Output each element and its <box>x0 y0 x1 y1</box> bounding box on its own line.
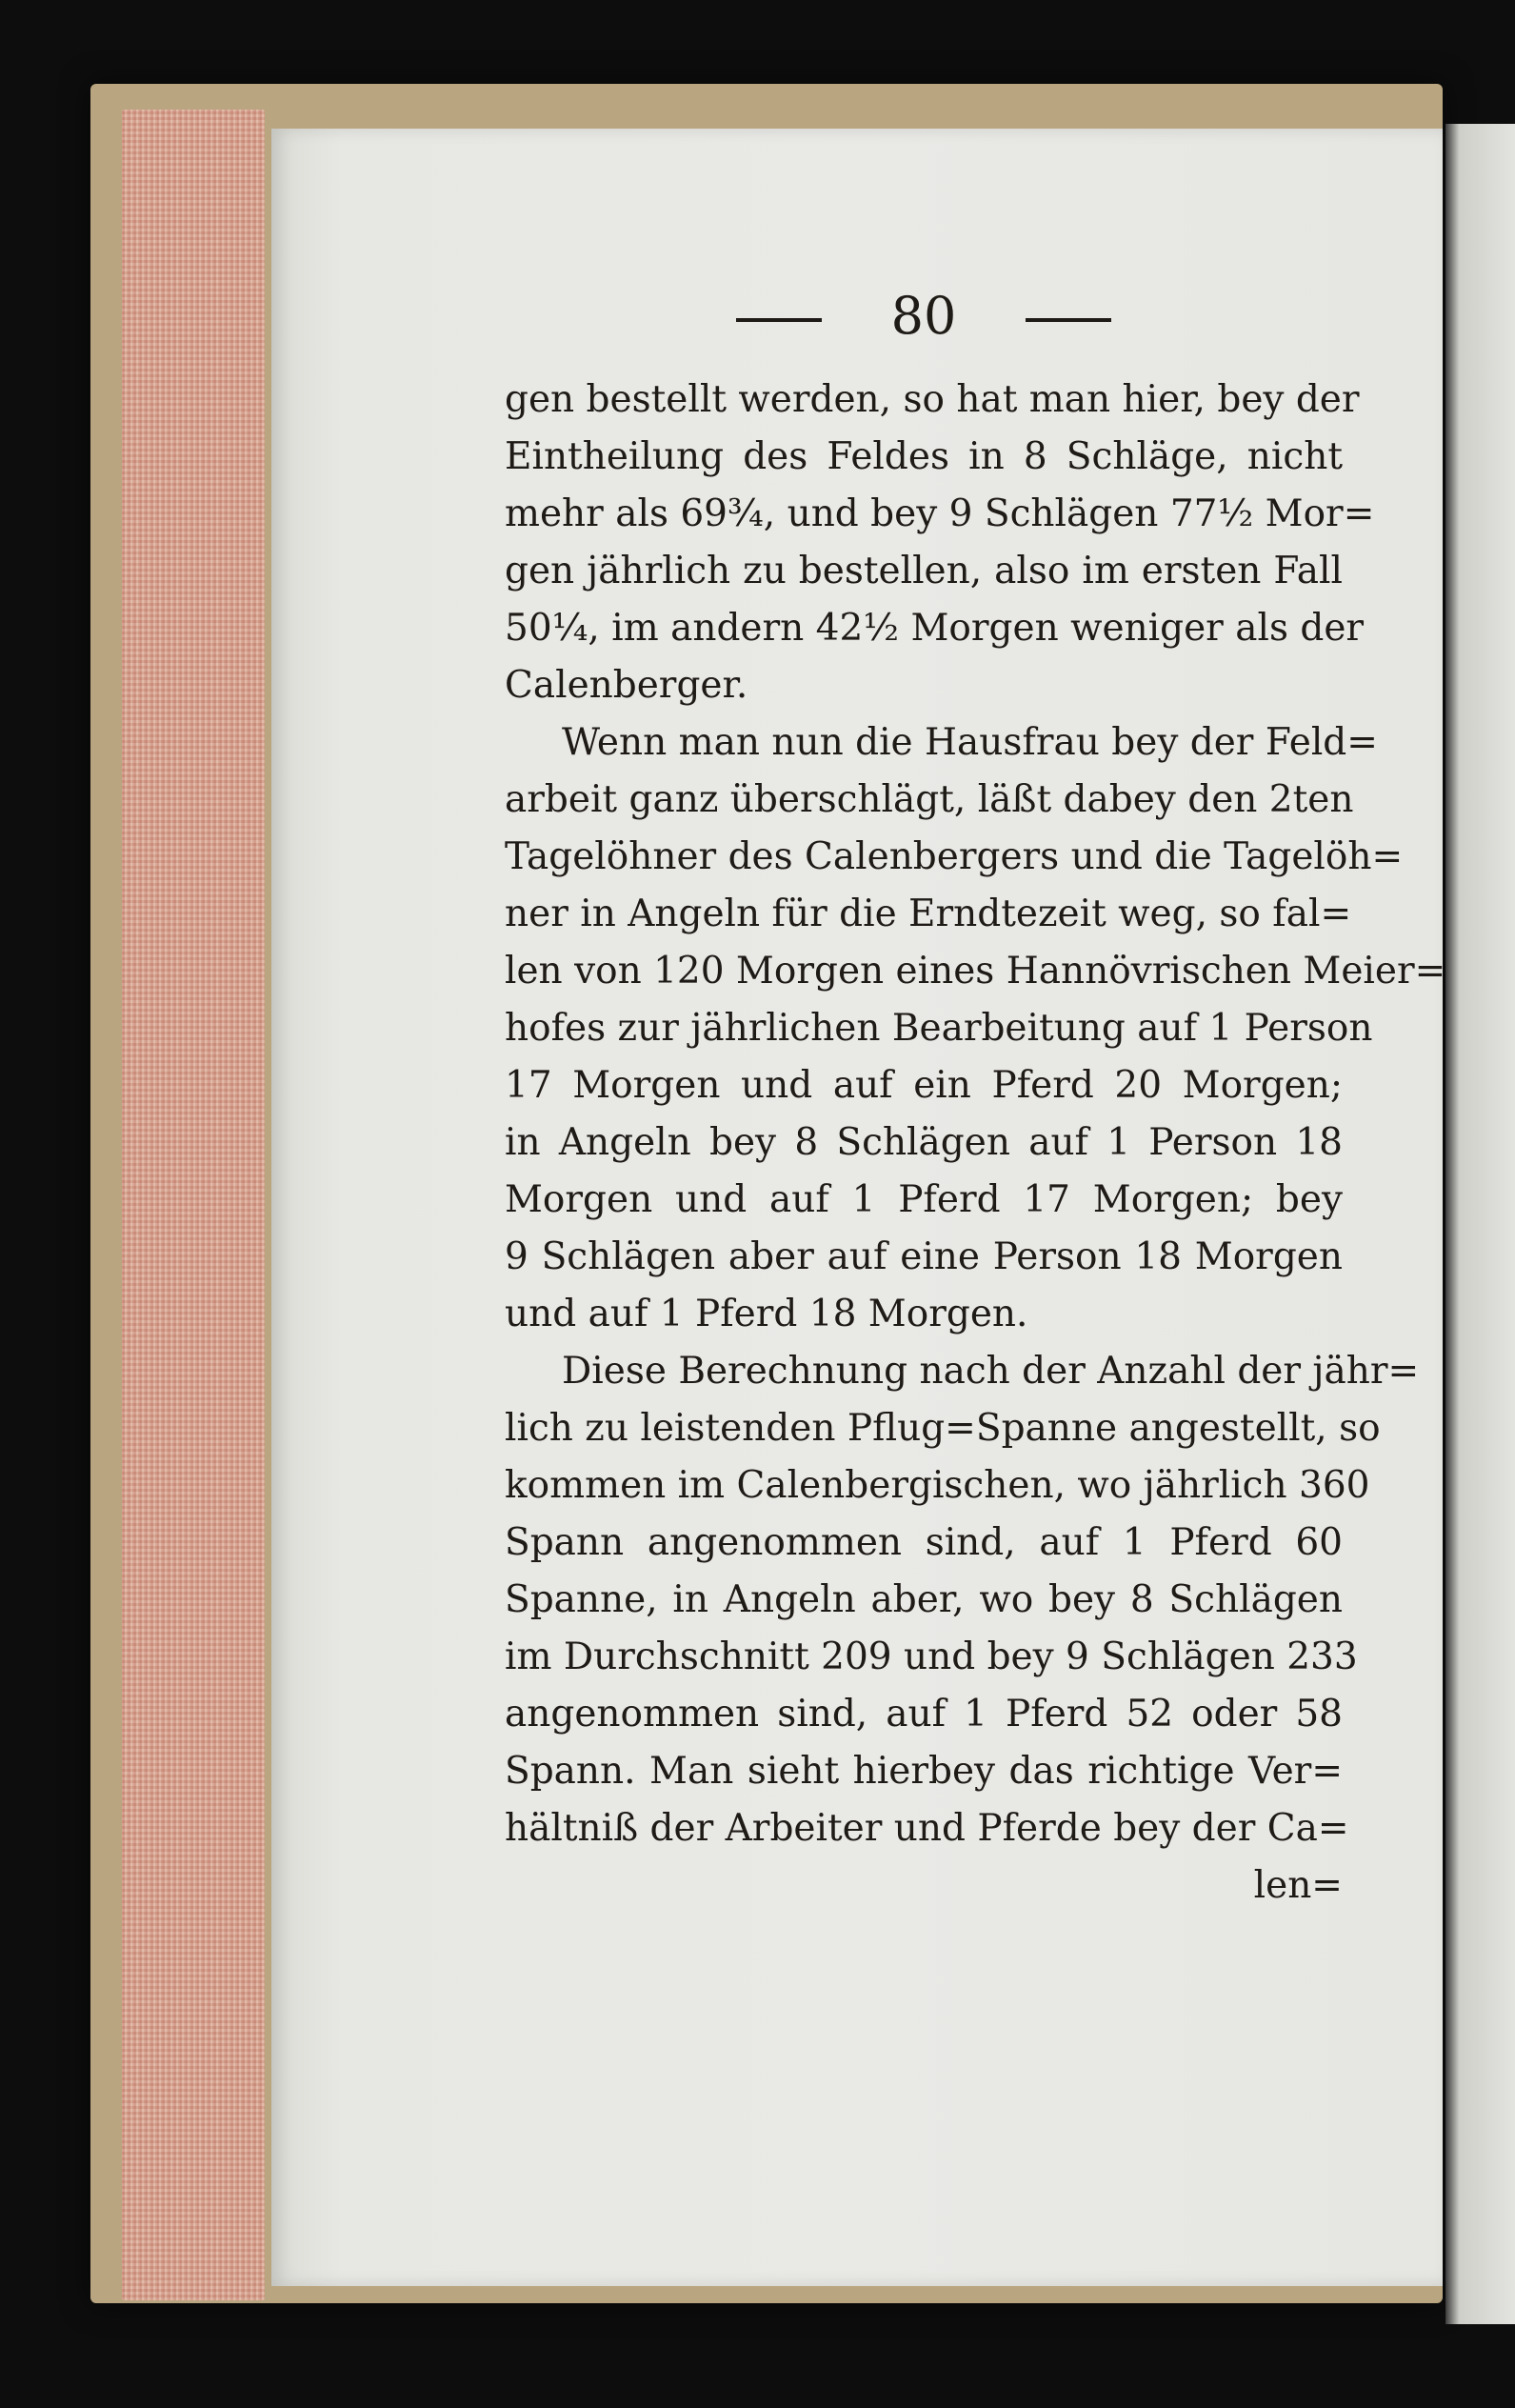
text-line: in Angeln bey 8 Schlägen auf 1 Person 18 <box>505 1121 1343 1164</box>
text-line: Spanne, in Angeln aber, wo bey 8 Schlägen <box>505 1578 1343 1621</box>
text-line: Eintheilung des Feldes in 8 Schläge, nicht <box>505 435 1343 478</box>
text-line: mehr als 69¾, und bey 9 Schlägen 77½ Mor= <box>505 492 1375 535</box>
text-line: 9 Schlägen aber auf eine Person 18 Morgen <box>505 1235 1343 1278</box>
text-line: Spann. Man sieht hierbey das richtige Ver= <box>505 1750 1343 1793</box>
text-line: Calenberger. <box>505 664 748 707</box>
text-line: angenommen sind, auf 1 Pferd 52 oder 58 <box>505 1693 1343 1736</box>
text-line: len von 120 Morgen eines Hannövrischen Meier= <box>505 950 1446 993</box>
text-line: und auf 1 Pferd 18 Morgen. <box>505 1293 1028 1335</box>
page-header <box>505 286 1343 371</box>
text-line: gen bestellt werden, so hat man hier, bey der <box>505 378 1360 421</box>
catchword: len= <box>1253 1864 1343 1907</box>
text-line: 17 Morgen und auf ein Pferd 20 Morgen; <box>505 1064 1343 1107</box>
text-line: Spann angenommen sind, auf 1 Pferd 60 <box>505 1521 1343 1564</box>
page-text <box>505 286 1446 1915</box>
text-line: arbeit ganz überschlägt, läßt dabey den 2ten <box>505 778 1354 821</box>
page-block-edge <box>122 110 265 2300</box>
text-line: Morgen und auf 1 Pferd 17 Morgen; bey <box>505 1178 1343 1221</box>
header-dash-left <box>736 318 822 322</box>
page-number: 80 <box>890 286 957 346</box>
text-line: ner in Angeln für die Erndtezeit weg, so fal= <box>505 893 1352 935</box>
text-line: hältniß der Arbeiter und Pferde bey der Ca= <box>505 1807 1349 1850</box>
text-line: Tagelöhner des Calenbergers und die Tagelöh= <box>505 835 1404 878</box>
text-line: gen jährlich zu bestellen, also im ersten Fall <box>505 550 1343 592</box>
text-line: lich zu leistenden Pflug=Spanne angestellt, so <box>505 1407 1381 1450</box>
facing-page <box>1445 124 1515 2324</box>
text-line: hofes zur jährlichen Bearbeitung auf 1 Person <box>505 1007 1373 1050</box>
body-text <box>505 371 1446 1857</box>
header-dash-right <box>1026 318 1111 322</box>
text-line: kommen im Calenbergischen, wo jährlich 360 <box>505 1464 1370 1507</box>
text-line: Wenn man nun die Hausfrau bey der Feld= <box>562 721 1378 764</box>
text-line: 50¼, im andern 42½ Morgen weniger als der <box>505 607 1365 650</box>
text-line: im Durchschnitt 209 und bey 9 Schlägen 233 <box>505 1635 1358 1678</box>
text-line: Diese Berechnung nach der Anzahl der jähr= <box>562 1350 1420 1393</box>
